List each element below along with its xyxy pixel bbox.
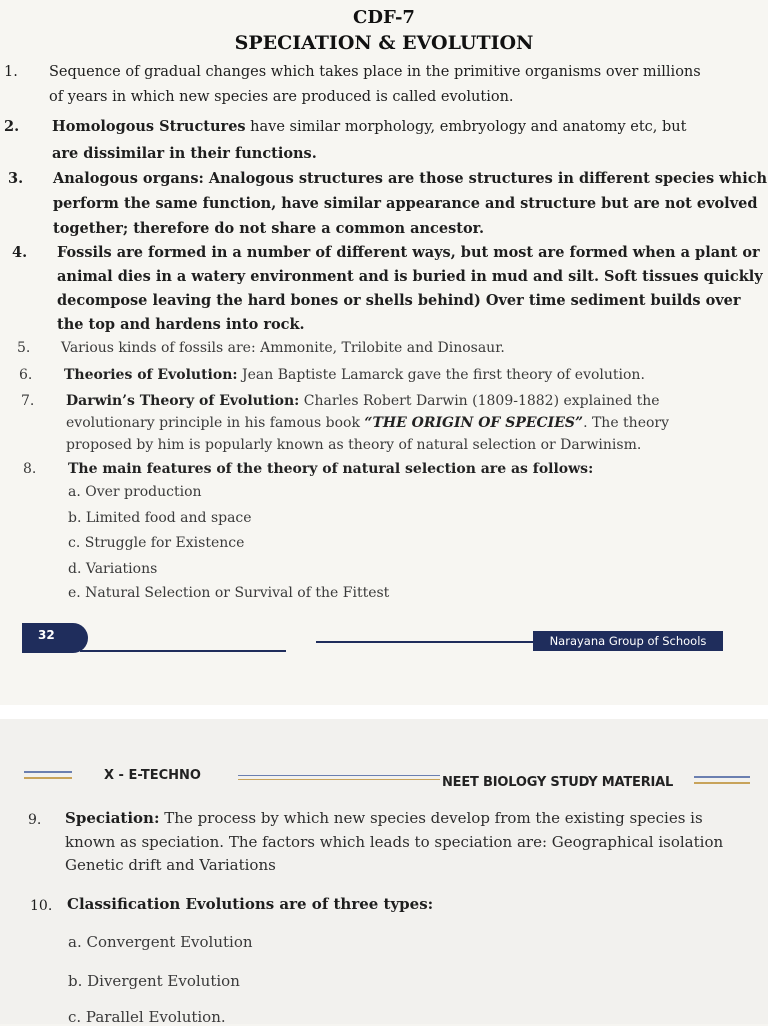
book-title: “THE ORIGIN OF SPECIES” bbox=[364, 415, 584, 431]
header-rule bbox=[24, 771, 72, 779]
header-rule bbox=[694, 776, 750, 784]
term-homologous-structures: Homologous Structures bbox=[52, 118, 246, 135]
item-number: 4. bbox=[12, 244, 28, 261]
item-text-line: known as speciation. The factors which leads to speciation are: Geographical isolation bbox=[65, 833, 724, 851]
sub-item: c. Parallel Evolution. bbox=[68, 1008, 226, 1026]
item-text: evolutionary principle in his famous book bbox=[66, 415, 365, 431]
publisher-brand: Narayana Group of Schools bbox=[533, 631, 723, 651]
page-gap bbox=[0, 705, 768, 719]
item-number: 5. bbox=[17, 340, 31, 356]
sub-item: d. Variations bbox=[68, 561, 158, 577]
chapter-code: CDF-7 bbox=[353, 7, 415, 28]
item-number: 7. bbox=[21, 393, 35, 409]
item-text: Charles Robert Darwin (1809-1882) explained the bbox=[299, 393, 660, 409]
item-text-line: are dissimilar in their functions. bbox=[52, 145, 317, 162]
item-number: 1. bbox=[4, 64, 18, 80]
item-number: 6. bbox=[19, 367, 33, 383]
item-text: Various kinds of fossils are: Ammonite, Trilobite and Dinosaur. bbox=[61, 340, 505, 356]
item-number: 8. bbox=[23, 461, 37, 477]
footer-rule bbox=[316, 641, 566, 643]
item-text: Jean Baptiste Lamarck gave the first theory of evolution. bbox=[237, 367, 645, 383]
item-text: The process by which new species develop from the existing species is bbox=[159, 809, 703, 827]
item-text-line: perform the same function, have similar appearance and structure but are not evolved bbox=[53, 195, 758, 212]
item-text-line: Genetic drift and Variations bbox=[65, 856, 276, 874]
item-text-line: animal dies in a watery environment and is buried in mud and silt. Soft tissues quickly bbox=[57, 268, 763, 285]
header-class-label: X - E-TECHNO bbox=[104, 768, 201, 783]
item-text-line: Analogous organs: Analogous structures are those structures in different species which bbox=[53, 170, 768, 187]
footer-rule bbox=[80, 650, 286, 652]
term-bones: bones bbox=[290, 292, 339, 309]
item-number: 3. bbox=[8, 170, 24, 187]
item-number: 10. bbox=[30, 898, 53, 914]
sub-item: c. Struggle for Existence bbox=[68, 535, 245, 551]
term-darwins-theory: Darwin’s Theory of Evolution: bbox=[66, 393, 300, 409]
header-rule bbox=[238, 775, 440, 780]
item-text-line: of years in which new species are produced is called evolution. bbox=[49, 89, 514, 105]
item-number: 9. bbox=[28, 812, 42, 828]
item-text: The main features of the theory of natural selection are as follows: bbox=[68, 461, 594, 477]
item-number: 2. bbox=[4, 118, 20, 135]
item-text: Classification Evolutions are of three types: bbox=[67, 895, 434, 913]
item-text-line: proposed by him is popularly known as theory of natural selection or Darwinism. bbox=[66, 437, 642, 453]
page-number-tab bbox=[22, 623, 88, 653]
header-material-label: NEET BIOLOGY STUDY MATERIAL bbox=[442, 775, 674, 790]
page-number: 32 bbox=[38, 628, 55, 642]
item-text-line: the top and hardens into rock. bbox=[57, 316, 305, 333]
term-theories-of-evolution: Theories of Evolution: bbox=[64, 367, 238, 383]
sub-item: b. Limited food and space bbox=[68, 510, 252, 526]
item-text: . The theory bbox=[583, 415, 670, 431]
chapter-title: SPECIATION & EVOLUTION bbox=[234, 32, 534, 54]
sub-item: e. Natural Selection or Survival of the Fittest bbox=[68, 585, 390, 601]
term-speciation: Speciation: bbox=[65, 809, 160, 827]
item-text-line: together; therefore do not share a common ancestor. bbox=[53, 220, 484, 237]
sub-item: a. Over production bbox=[68, 484, 202, 500]
item-text: decompose leaving the hard bbox=[57, 292, 291, 309]
sub-item: a. Convergent Evolution bbox=[68, 933, 253, 951]
item-text: have similar morphology, embryology and anatomy etc, but bbox=[245, 119, 687, 135]
item-text: or shells behind) Over time sediment builds over bbox=[338, 292, 741, 309]
sub-item: b. Divergent Evolution bbox=[68, 972, 240, 990]
item-text-line: Sequence of gradual changes which takes place in the primitive organisms over millions bbox=[49, 64, 701, 80]
item-text-line: Fossils are formed in a number of different ways, but most are formed when a plant or bbox=[57, 244, 760, 261]
